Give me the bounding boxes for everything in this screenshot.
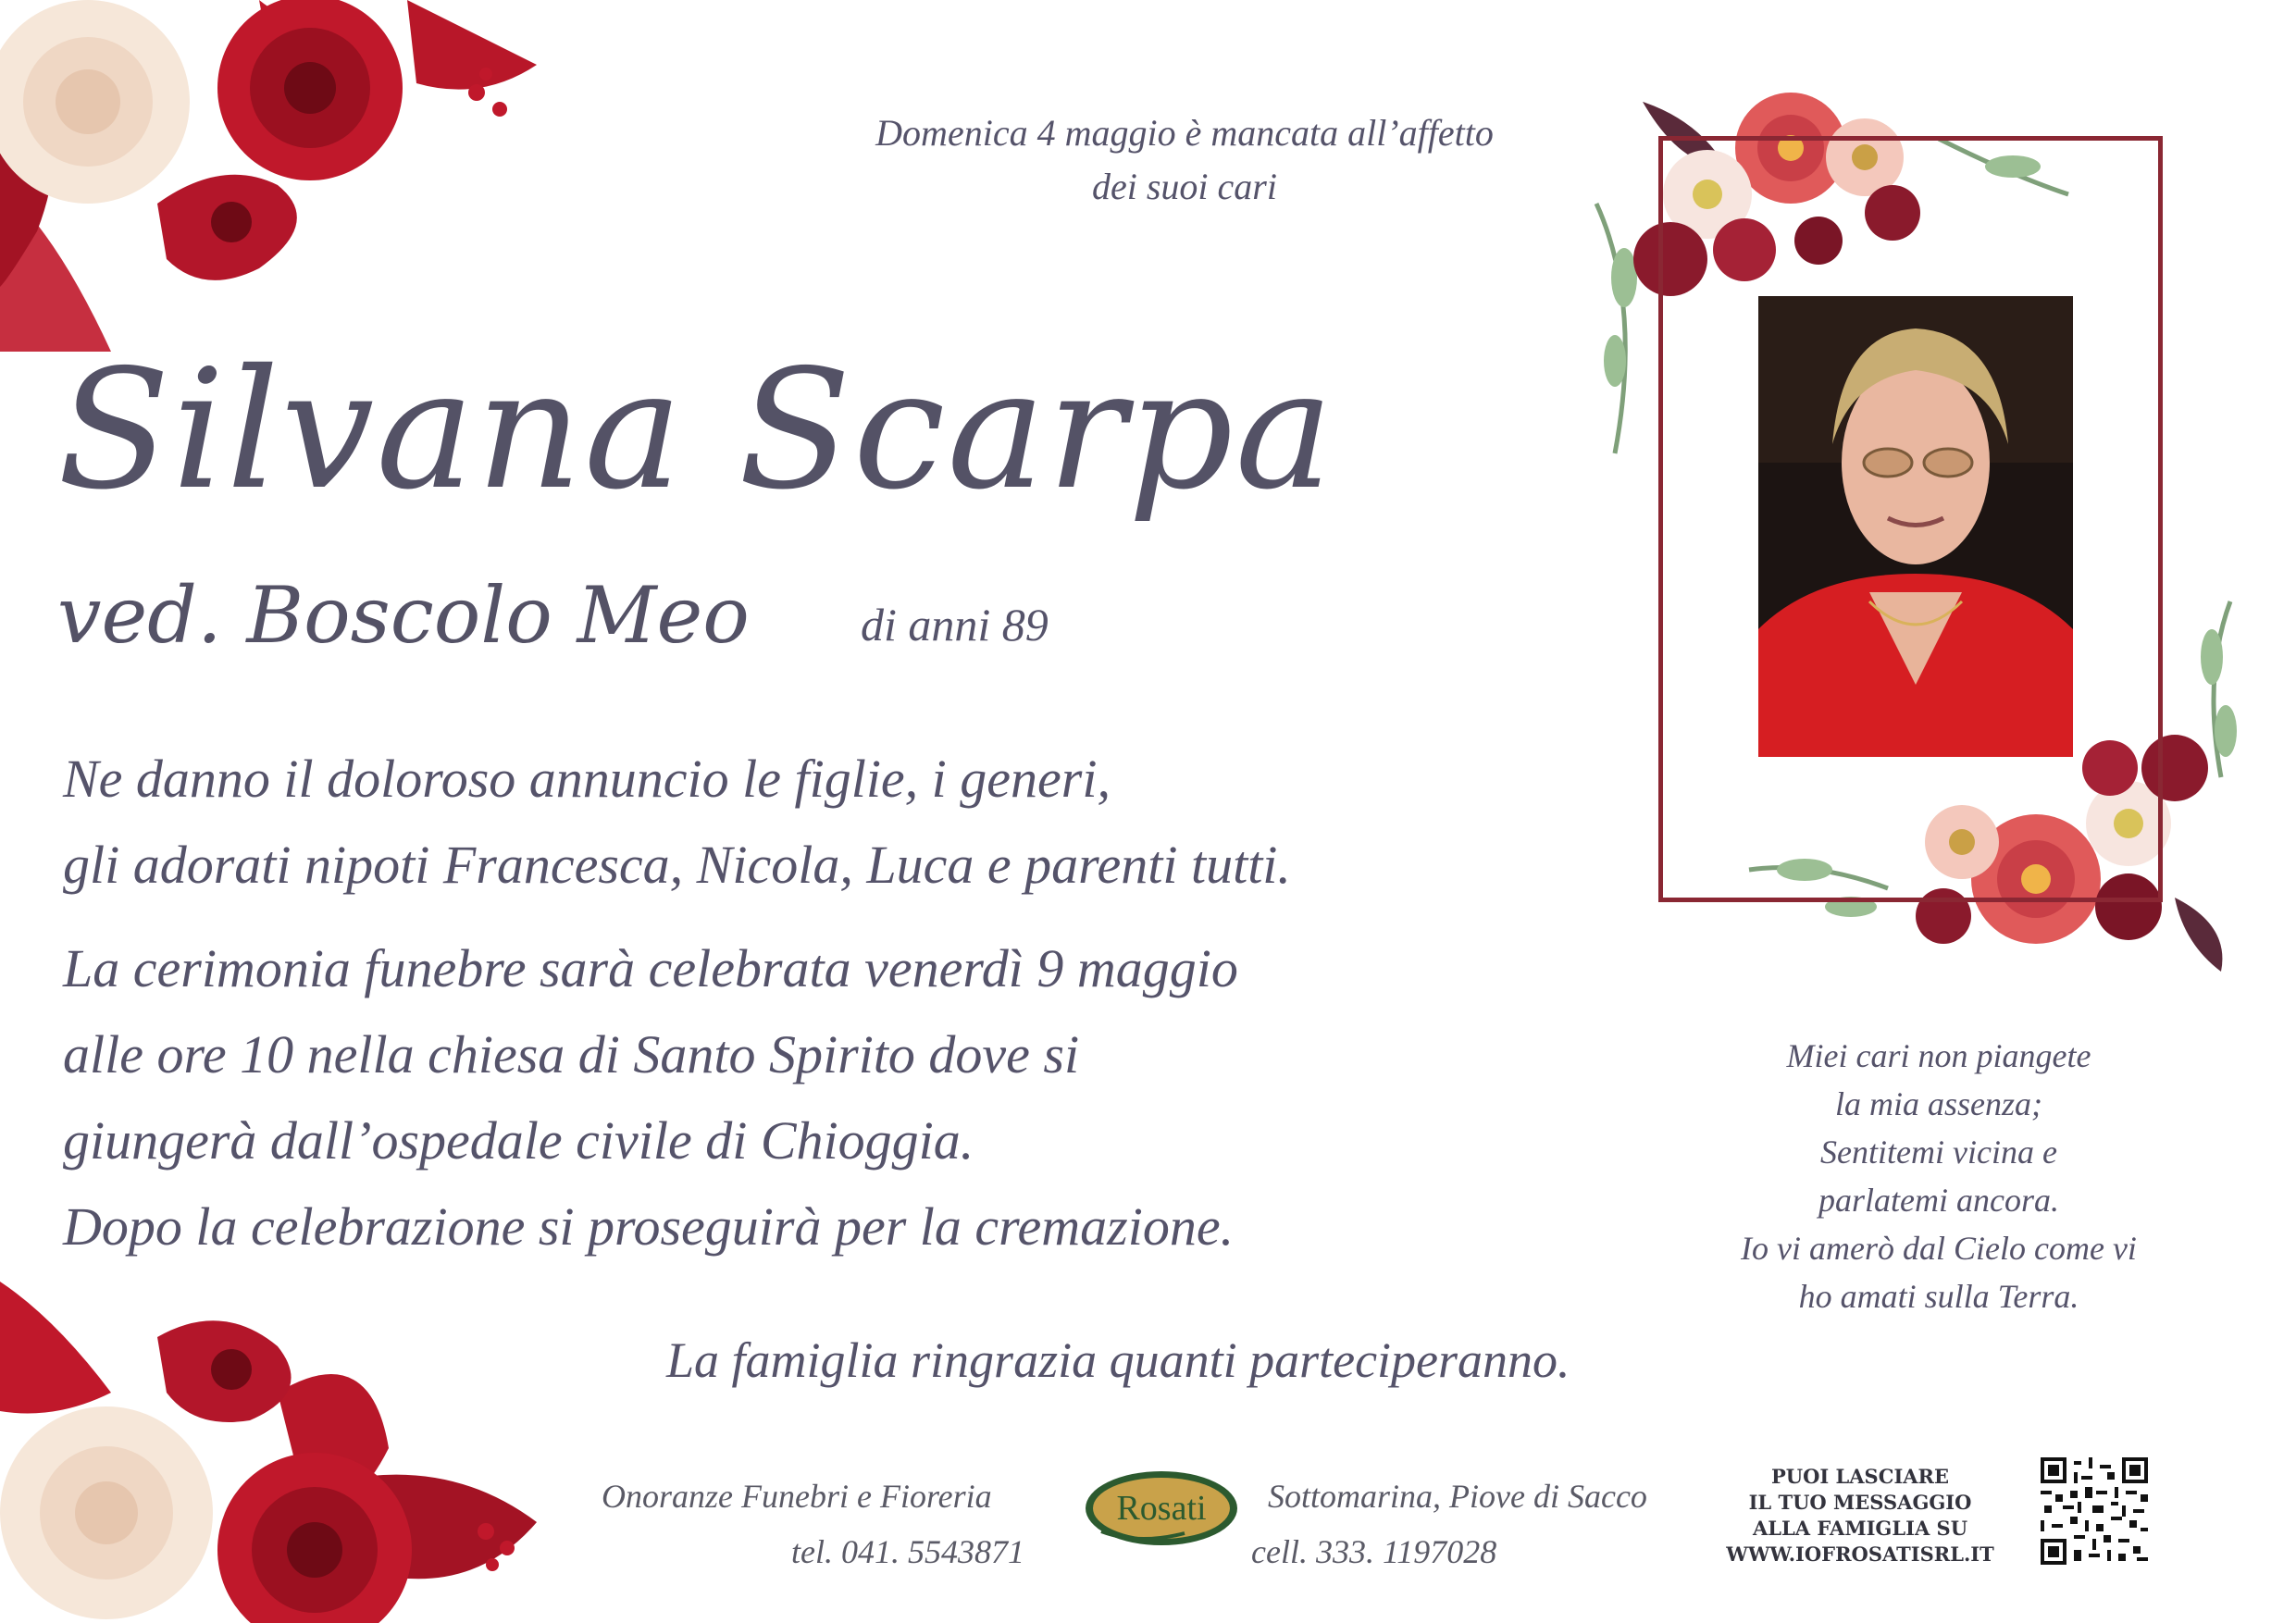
cta-line-1: PUOI LASCIARE bbox=[1770, 1465, 1950, 1488]
announce-line-1: Domenica 4 maggio è mancata all’affetto bbox=[875, 112, 1494, 154]
poem-line-4: parlatemi ancora. bbox=[1818, 1182, 2059, 1219]
poem-line-6: ho amati sulla Terra. bbox=[1798, 1278, 2079, 1315]
ceremony-line-4: Dopo la celebrazione si proseguirà per la cremazione. bbox=[63, 1196, 1235, 1257]
online-message-callout bbox=[1684, 1464, 2036, 1567]
mobile-number: cell. 333. 1197028 bbox=[1251, 1533, 1497, 1570]
business-name: Onoranze Funebri e Fioreria bbox=[602, 1478, 992, 1515]
ceremony-line-2: alle ore 10 nella chiesa di Santo Spirito dove si bbox=[63, 1024, 1080, 1084]
memorial-poem bbox=[1694, 1032, 2184, 1320]
poem-line-3: Sentitemi vicina e bbox=[1820, 1134, 2057, 1171]
cta-line-2: IL TUO MESSAGGIO bbox=[1748, 1491, 1972, 1514]
death-announcement-header bbox=[722, 106, 1647, 214]
announcement-line-2: gli adorati nipoti Francesca, Nicola, Luca e parenti tutti. bbox=[63, 835, 1291, 895]
ceremony-line-1: La cerimonia funebre sarà celebrata venerdì 9 maggio bbox=[63, 938, 1238, 998]
announce-line-2: dei suoi cari bbox=[1092, 166, 1277, 207]
widow-of: ved. Boscolo Meo bbox=[57, 570, 750, 661]
floral-corner-bottom-left bbox=[0, 1282, 546, 1623]
poem-line-2: la mia assenza; bbox=[1835, 1085, 2042, 1122]
ceremony-line-3: giungerà dall’ospedale civile di Chioggia. bbox=[63, 1110, 974, 1171]
qr-code[interactable] bbox=[2041, 1457, 2148, 1565]
announcement-line-1: Ne danno il doloroso annuncio le figlie, i generi, bbox=[63, 749, 1111, 809]
cta-website-link[interactable]: WWW.IOFROSATISRL.IT bbox=[1726, 1542, 1994, 1566]
cta-line-3: ALLA FAMIGLIA SU bbox=[1752, 1517, 1968, 1540]
family-announcement bbox=[63, 736, 1636, 908]
ceremony-details bbox=[63, 925, 1636, 1270]
floral-corner-top-left bbox=[0, 0, 546, 352]
portrait-photo bbox=[1758, 296, 2073, 757]
age: di anni 89 bbox=[861, 599, 1049, 650]
poem-line-5: Io vi amerò dal Cielo come vi bbox=[1741, 1230, 2137, 1267]
rosati-logo bbox=[1083, 1467, 1240, 1550]
phone-number: tel. 041. 5543871 bbox=[791, 1533, 1024, 1570]
logo-text: Rosati bbox=[1116, 1489, 1207, 1528]
family-thanks: La famiglia ringrazia quanti parteciperanno. bbox=[666, 1332, 1570, 1388]
deceased-name: Silvana Scarpa bbox=[57, 334, 1335, 526]
poem-line-1: Miei cari non piangete bbox=[1786, 1037, 2091, 1074]
business-locations: Sottomarina, Piove di Sacco bbox=[1268, 1478, 1647, 1515]
